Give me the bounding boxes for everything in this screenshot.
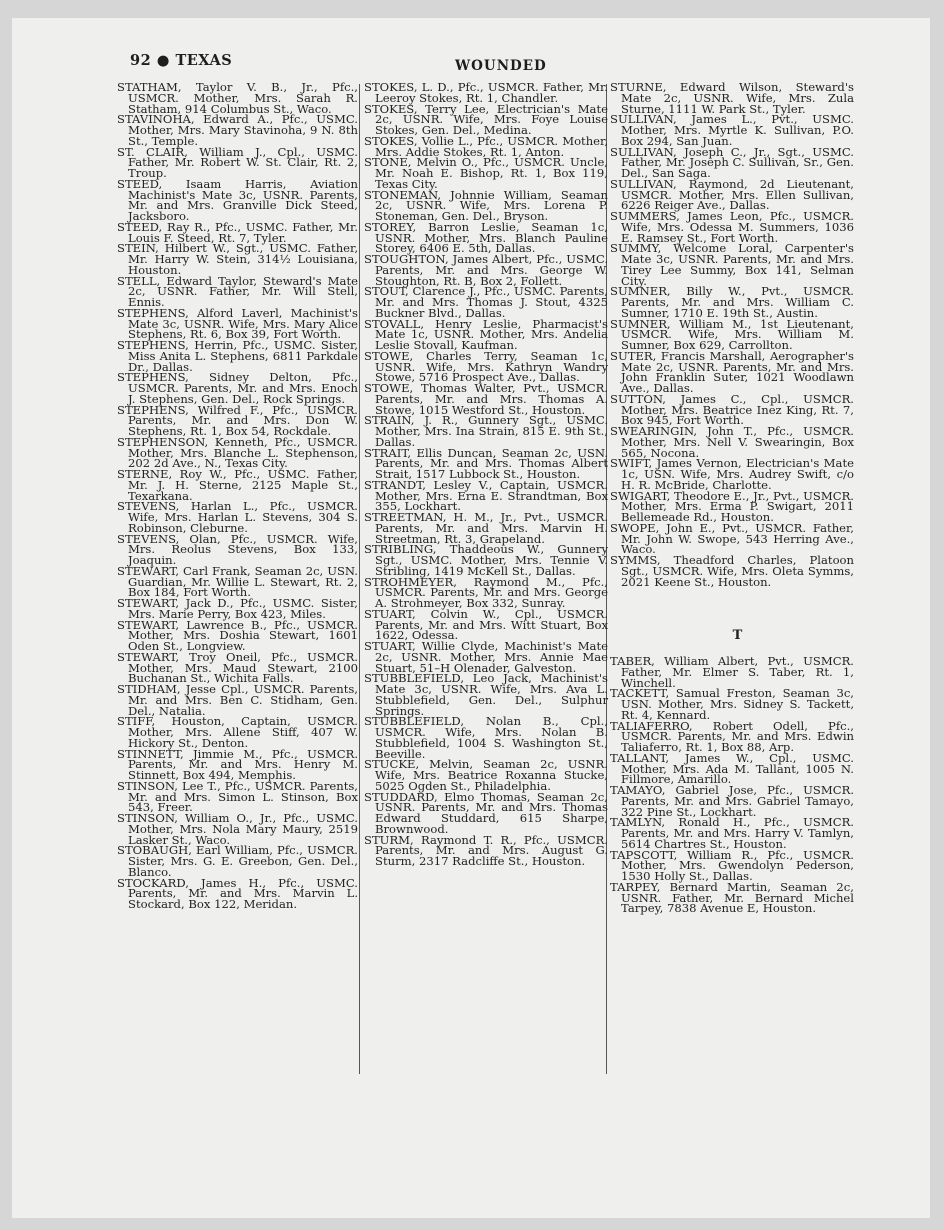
casualty-entry: STEPHENS, Sidney Delton, Pfc., USMCR. Parents, Mr. and Mrs. Enoch J. Stephens, Gen. Del., Rock Springs. (117, 370, 358, 406)
casualty-entry: ST. CLAIR, William J., Cpl., USMC. Father, Mr. Robert W. St. Clair, Rt. 2, Troup. (117, 144, 358, 180)
casualty-entry: STOREY, Barron Leslie, Seaman 1c, USNR. Mother, Mrs. Blanch Pauline Storey, 6406 E. 5th, Dallas. (364, 219, 608, 256)
casualty-entry: STOUT, Clarence J., Pfc., USMC. Parents, Mr. and Mrs. Thomas J. Stout, 4325 Buckner Blvd., Dallas. (364, 284, 608, 320)
casualty-entry: STUBBLEFIELD, Leo Jack, Machinist's Mate 3c, USNR. Wife, Mrs. Ava L. Stubblefield, Gen. Del., Sulphur Springs. (364, 671, 608, 718)
casualty-entry: STELL, Edward Taylor, Steward's Mate 2c, USNR. Father, Mr. Will Stell, Ennis. (117, 273, 358, 309)
page-header (130, 52, 845, 76)
casualty-entry: SWEARINGIN, John T., Pfc., USMCR. Mother, Mrs. Nell V. Swearingin, Box 565, Nocona. (610, 424, 854, 460)
casualty-entry: STOKES, L. D., Pfc., USMCR. Father, Mr. Leeroy Stokes, Rt. 1, Chandler. (364, 80, 608, 105)
casualty-entry: STEPHENS, Wilfred F., Pfc., USMCR. Parents, Mr. and Mrs. Don W. Stephens, Rt. 1, Box 54, Rockdale. (117, 402, 358, 438)
casualty-entry: TAMLYN, Ronald H., Pfc., USMCR. Parents, Mr. and Mrs. Harry V. Tamlyn, 5614 Chartres St., Houston. (610, 815, 854, 851)
casualty-entry: SULLIVAN, Joseph C., Jr., Sgt., USMC. Father, Mr. Joseph C. Sullivan, Sr., Gen. Del., San Saga. (610, 144, 854, 180)
casualty-entry: STUART, Willie Clyde, Machinist's Mate 2c, USNR. Mother, Mrs. Annie Mae Stuart, 51–H Olenader, Galveston. (364, 639, 608, 675)
casualty-entry: STEWART, Carl Frank, Seaman 2c, USN. Guardian, Mr. Willie L. Stewart, Rt. 2, Box 184, Fort Worth. (117, 563, 358, 600)
casualty-entry: SWOPE, John E., Pvt., USMCR. Father, Mr. John W. Swope, 543 Herring Ave., Waco. (610, 520, 854, 557)
casualty-entry: SUTER, Francis Marshall, Aerographer's Mate 2c, USNR. Parents, Mr. and Mrs. John Franklin Suter, 1021 Woodlawn Ave., Dallas. (610, 348, 854, 395)
casualty-entry: STERNE, Roy W., Pfc., USMC. Father, Mr. J. H. Sterne, 2125 Maple St., Texarkana. (117, 467, 358, 503)
casualty-entry: SUMMERS, James Leon, Pfc., USMCR. Wife, Mrs. Odessa M. Summers, 1036 E. Ramsey St., Fort Worth. (610, 209, 854, 245)
casualty-entry: STEWART, Lawrence B., Pfc., USMCR. Mother, Mrs. Doshia Stewart, 1601 Oden St., Longview. (117, 617, 358, 653)
casualty-entry: STRAIN, J. R., Gunnery Sgt., USMC. Mother, Mrs. Ina Strain, 815 E. 9th St., Dallas. (364, 413, 608, 449)
casualty-entry: STINNETT, Jimmie M., Pfc., USMCR. Parents, Mr. and Mrs. Henry M. Stinnett, Box 494, Memphis. (117, 746, 358, 782)
casualty-entry: STONE, Melvin O., Pfc., USMCR. Uncle, Mr. Noah E. Bishop, Rt. 1, Box 119, Texas City. (364, 155, 608, 191)
casualty-entry: STRAIT, Ellis Duncan, Seaman 2c, USN. Parents, Mr. and Mrs. Thomas Albert Strait, 1517 Lubbock St., Houston. (364, 445, 608, 481)
casualty-entry: STINSON, Lee T., Pfc., USMCR. Parents, Mr. and Mrs. Simon L. Stinson, Box 543, Freer. (117, 778, 358, 815)
casualty-entry: STINSON, William O., Jr., Pfc., USMC. Mother, Mrs. Nola Mary Maury, 2519 Lasker St., Waco. (117, 811, 358, 847)
section-letter-heading: T (732, 628, 743, 644)
casualty-entry: TAPSCOTT, William R., Pfc., USMCR. Mother, Mrs. Gwendolyn Pederson, 1530 Holly St., Dallas. (610, 847, 854, 883)
casualty-entry: STOKES, Vollie L., Pfc., USMCR. Mother, Mrs. Addie Stokes, Rt. 1, Anton. (364, 133, 608, 159)
casualty-entry: SYMMS, Theadford Charles, Platoon Sgt., USMCR. Wife, Mrs. Oleta Symms, 2021 Keene St., Houston. (610, 553, 854, 589)
casualty-entry: SULLIVAN, James L., Pvt., USMC. Mother, Mrs. Myrtle K. Sullivan, P.O. Box 294, San Juan. (610, 112, 854, 148)
casualty-entry: STATHAM, Taylor V. B., Jr., Pfc., USMCR. Mother, Mrs. Sarah R. Statham, 914 Columbus St., Waco. (117, 80, 358, 116)
casualty-entry: STURNE, Edward Wilson, Steward's Mate 2c, USNR. Wife, Mrs. Zula Sturne, 1111 W. Park St., Tyler. (610, 80, 854, 116)
casualty-entry: SUMNER, William M., 1st Lieutenant, USMCR. Wife, Mrs. William M. Sumner, Box 629, Carrollton. (610, 316, 854, 352)
casualty-entry: STEIN, Hilbert W., Sgt., USMC. Father, Mr. Harry W. Stein, 314½ Louisiana, Houston. (117, 241, 358, 277)
casualty-entry: TAMAYO, Gabriel Jose, Pfc., USMCR. Parents, Mr. and Mrs. Gabriel Tamayo, 322 Pine St., Lockhart. (610, 783, 854, 819)
casualty-entry: STEPHENS, Herrin, Pfc., USMC. Sister, Miss Anita L. Stephens, 6811 Parkdale Dr., Dallas. (117, 338, 358, 374)
casualty-entry: STAVINOHA, Edward A., Pfc., USMC. Mother, Mrs. Mary Stavinoha, 9 N. 8th St., Temple. (117, 112, 358, 148)
casualty-entry: STOBAUGH, Earl William, Pfc., USMCR. Sister, Mrs. G. E. Greebon, Gen. Del., Blanco. (117, 843, 358, 879)
column-divider (359, 84, 360, 1074)
casualty-entry: SULLIVAN, Raymond, 2d Lieutenant, USMCR. Mother, Mrs. Ellen Sullivan, 6226 Reiger Ave., Dallas. (610, 176, 854, 213)
page-number: 92 ● TEXAS (130, 52, 233, 69)
casualty-entry: STROHMEYER, Raymond M., Pfc., USMCR. Parents, Mr. and Mrs. George A. Strohmeyer, Box 332, Sunray. (364, 574, 608, 610)
casualty-entry: STREETMAN, H. M., Jr., Pvt., USMCR. Parents, Mr. and Mrs. Marvin H. Streetman, Rt. 3, Grapeland. (364, 510, 608, 546)
casualty-entry: STOCKARD, James H., Pfc., USMC. Parents, Mr. and Mrs. Marvin L. Stockard, Box 122, Meridan. (117, 875, 358, 911)
casualty-entry: STOUGHTON, James Albert, Pfc., USMC. Parents, Mr. and Mrs. George W. Stoughton, Rt. B, Box 2, Follett. (364, 252, 608, 288)
casualty-entry: TALIAFERRO, Robert Odell, Pfc., USMCR. Parents, Mr. and Mrs. Edwin Taliaferro, Rt. 1, Box 88, Arp. (610, 718, 854, 754)
casualty-entry: STURM, Raymond T. R., Pfc., USMCR. Parents, Mr. and Mrs. August G. Sturm, 2317 Radcliffe St., Houston. (364, 832, 608, 868)
casualty-entry: SUMNER, Billy W., Pvt., USMCR. Parents, Mr. and Mrs. William C. Sumner, 1710 E. 19th St., Austin. (610, 284, 854, 320)
casualty-entry: SWIGART, Theodore E., Jr., Pvt., USMCR. Mother, Mrs. Erma P. Swigart, 2011 Bellemeade Rd., Houston. (610, 488, 854, 524)
casualty-entry: TABER, William Albert, Pvt., USMCR. Father, Mr. Elmer S. Taber, Rt. 1, Winchell. (610, 654, 854, 690)
casualty-entry: TALLANT, James W., Cpl., USMC. Mother, Mrs. Ada M. Tallant, 1005 N. Fillmore, Amarillo. (610, 750, 854, 787)
casualty-entry: TARPEY, Bernard Martin, Seaman 2c, USNR. Father, Mr. Bernard Michel Tarpey, 7838 Avenue E, Houston. (610, 879, 854, 916)
casualty-entry: STEED, Isaam Harris, Aviation Machinist's Mate 3c, USNR. Parents, Mr. and Mrs. Granville Dick Steed, Jacksboro. (117, 176, 358, 223)
casualty-entry: STEVENS, Harlan L., Pfc., USMCR. Wife, Mrs. Harlan L. Stevens, 304 S. Robinson, Cleburne. (117, 499, 358, 535)
casualty-entry: STUBBLEFIELD, Nolan B., Cpl., USMCR. Wife, Mrs. Nolan B. Stubblefield, 1004 S. Washington St., Beeville. (364, 714, 608, 761)
casualty-entry: SUMMY, Welcome Loral, Carpenter's Mate 3c, USNR. Parents, Mr. and Mrs. Tirey Lee Summy, Box 141, Selman City. (610, 241, 854, 288)
casualty-entry: SUTTON, James C., Cpl., USMCR. Mother, Mrs. Beatrice Inez King, Rt. 7, Box 945, Fort Worth. (610, 391, 854, 428)
casualty-entry: STEVENS, Olan, Pfc., USMCR. Wife, Mrs. Reolus Stevens, Box 133, Joaquin. (117, 531, 358, 567)
casualty-entry: STEWART, Jack D., Pfc., USMC. Sister, Mrs. Marie Perry, Box 423, Miles. (117, 596, 358, 621)
casualty-entry: STRANDT, Lesley V., Captain, USMCR. Mother, Mrs. Erna E. Strandtman, Box 355, Lockhart. (364, 477, 608, 514)
casualty-entry: STEPHENSON, Kenneth, Pfc., USMCR. Mother, Mrs. Blanche L. Stephenson, 202 2d Ave., N., Texas City. (117, 434, 358, 471)
casualty-entry: STUDDARD, Elmo Thomas, Seaman 2c, USNR. Parents, Mr. and Mrs. Thomas Edward Studdard, 615 Sharpe, Brownwood. (364, 789, 608, 836)
column-2 (364, 82, 608, 867)
column-3 (610, 82, 854, 914)
casualty-entry: STEPHENS, Alford Laverl, Machinist's Mate 3c, USNR. Wife, Mrs. Mary Alice Stephens, Rt. 6, Box 39, Fort Worth. (117, 305, 358, 342)
casualty-entry: SWIFT, James Vernon, Electrician's Mate 1c, USN. Wife, Mrs. Audrey Swift, c/o H. R. McBride, Charlotte. (610, 456, 854, 492)
casualty-entry: TACKETT, Samual Freston, Seaman 3c, USN. Mother, Mrs. Sidney S. Tackett, Rt. 4, Kennard. (610, 686, 854, 722)
casualty-entry: STUART, Colvin W., Cpl., USMCR. Parents, Mr. and Mrs. Witt Stuart, Box 1622, Odessa. (364, 606, 608, 643)
casualty-entry: STEWART, Troy Oneil, Pfc., USMCR. Mother, Mrs. Maud Stewart, 2100 Buchanan St., Wichita Falls. (117, 649, 358, 686)
casualty-entry: STOWE, Thomas Walter, Pvt., USMCR. Parents, Mr. and Mrs. Thomas A. Stowe, 1015 Westford St., Houston. (364, 381, 608, 417)
casualty-entry: STONEMAN, Johnnie William, Seaman 2c, USNR. Wife, Mrs. Lorena P. Stoneman, Gen. Del., Bryson. (364, 187, 608, 223)
casualty-entry: STIFF, Houston, Captain, USMCR. Mother, Mrs. Allene Stiff, 407 W. Hickory St., Denton. (117, 714, 358, 750)
casualty-entry: STOWE, Charles Terry, Seaman 1c, USNR. Wife, Mrs. Kathryn Wandry Stowe, 5716 Prospect Ave., Dallas. (364, 348, 608, 385)
casualty-entry: STUCKE, Melvin, Seaman 2c, USNR. Wife, Mrs. Beatrice Roxanna Stucke, 5025 Ogden St., Philadelphia. (364, 757, 608, 793)
casualty-entry: STEED, Ray R., Pfc., USMC. Father, Mr. Louis F. Steed, Rt. 7, Tyler. (117, 219, 358, 245)
section-title: WOUNDED (455, 58, 547, 74)
column-1 (117, 82, 358, 910)
casualty-entry: STIDHAM, Jesse Cpl., USMCR. Parents, Mr. and Mrs. Ben C. Stidham, Gen. Del., Natalia. (117, 682, 358, 718)
casualty-entry: STOVALL, Henry Leslie, Pharmacist's Mate 1c, USNR. Mother, Mrs. Andelia Leslie Stovall, Kaufman. (364, 316, 608, 352)
casualty-entry: STRIBLING, Thaddeous W., Gunnery Sgt., USMC. Mother, Mrs. Tennie V. Stribling, 1419 McKell St., Dallas. (364, 542, 608, 578)
casualty-entry: STOKES, Terry Lee, Electrician's Mate 2c, USNR. Wife, Mrs. Foye Louise Stokes, Gen. Del., Medina. (364, 101, 608, 137)
